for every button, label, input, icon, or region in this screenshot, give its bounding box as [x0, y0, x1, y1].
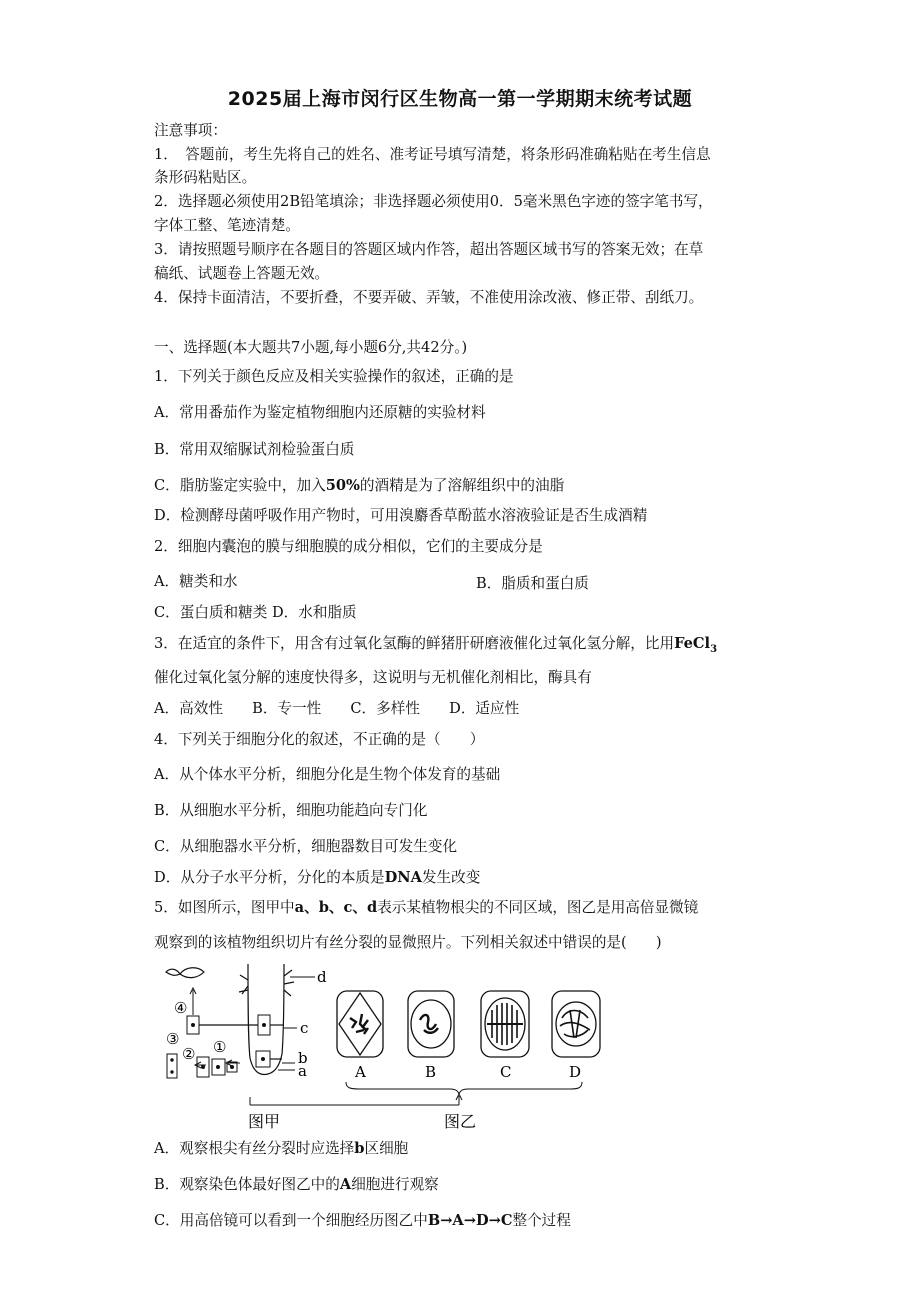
q5-b-text: B．观察染色体最好图乙中的 — [154, 1176, 340, 1193]
q5-option-b — [154, 1175, 439, 1195]
q1-c-text: C．脂肪鉴定实验中，加入 — [154, 477, 326, 494]
region-label: b — [298, 1049, 308, 1067]
mitosis-cells — [337, 991, 600, 1057]
cell-label: C — [500, 1063, 512, 1081]
q3-stem — [154, 634, 717, 660]
step-label: ① — [213, 1038, 227, 1056]
q4-option-c: C．从细胞器水平分析，细胞器数目可发生变化 — [154, 838, 458, 855]
q1-option-c — [154, 476, 564, 496]
notice-line: 条形码粘贴区。 — [154, 169, 257, 186]
q2-option-cd: C．蛋白质和糖类 D．水和脂质 — [154, 604, 357, 621]
notice-heading: 注意事项： — [154, 122, 227, 139]
q4-stem: 4．下列关于细胞分化的叙述，不正确的是（ ） — [154, 731, 485, 748]
q5-stem-bold: a、b、c、d — [294, 899, 378, 916]
q5-b-text-end: 细胞进行观察 — [351, 1176, 439, 1193]
q4-option-a: A．从个体水平分析，细胞分化是生物个体发育的基础 — [154, 766, 501, 783]
step-label: ④ — [174, 999, 188, 1017]
q3-formula: FeCl — [674, 635, 711, 652]
q5-a-text: A．观察根尖有丝分裂时应选择 — [154, 1140, 355, 1157]
notice-line: 3．请按照题号顺序在各题目的答题区域内作答，超出答题区域书写的答案无效；在草 — [154, 241, 704, 258]
q4-d-text: D．从分子水平分析，分化的本质是 — [154, 869, 385, 886]
q5-stem-text: 5．如图所示，图甲中 — [154, 899, 295, 916]
q5-c-text-end: 整个过程 — [512, 1212, 571, 1229]
q5-stem-text-end: 表示某植物根尖的不同区域，图乙是用高倍显微镜 — [377, 899, 699, 916]
q3-stem-line2: 催化过氧化氢分解的速度快得多，这说明与无机催化剂相比，酶具有 — [154, 669, 592, 686]
q1-c-bold: 50% — [325, 477, 360, 494]
page-title: 2025届上海市闵行区生物高一第一学期期末统考试题 — [227, 88, 693, 110]
region-label: d — [317, 968, 327, 986]
q1-option-d: D．检测酵母菌呼吸作用产物时，可用溴麝香草酚蓝水溶液验证是否生成酒精 — [154, 507, 648, 524]
caption-jia: 图甲 — [248, 1112, 281, 1131]
q5-c-bold: B→A→D→C — [427, 1212, 513, 1229]
step-label: ③ — [166, 1030, 180, 1048]
step-label: ② — [182, 1045, 196, 1063]
q2-option-b: B．脂质和蛋白质 — [476, 575, 589, 592]
notice-line: 2．选择题必须使用2B铅笔填涂；非选择题必须使用0．5毫米黑色字迹的签字笔书写， — [154, 193, 713, 210]
q5-figure — [150, 960, 610, 1132]
q5-b-bold: A — [339, 1176, 352, 1193]
root-tip-outline — [199, 964, 294, 1074]
q5-option-a — [154, 1139, 408, 1159]
q3-formula-sub: 3 — [710, 643, 718, 655]
q1-c-text-end: 的酒精是为了溶解组织中的油脂 — [359, 477, 565, 494]
q5-stem — [154, 898, 698, 918]
q1-option-b: B．常用双缩脲试剂检验蛋白质 — [154, 441, 355, 458]
region-label: a — [298, 1062, 307, 1080]
q1-stem: 1．下列关于颜色反应及相关实验操作的叙述，正确的是 — [154, 368, 514, 385]
section-heading: 一、选择题(本大题共7小题,每小题6分,共42分。) — [154, 339, 468, 356]
q5-c-text: C．用高倍镜可以看到一个细胞经历图乙中 — [154, 1212, 428, 1229]
q1-option-a: A．常用番茄作为鉴定植物细胞内还原糖的实验材料 — [154, 404, 486, 421]
cell-label: D — [569, 1063, 582, 1081]
q4-d-text-end: 发生改变 — [421, 869, 481, 886]
arrow-icon — [190, 988, 240, 1068]
cell-label: B — [425, 1063, 437, 1081]
q4-d-bold: DNA — [384, 869, 422, 886]
q5-stem-line2: 观察到的该植物组织切片有丝分裂的显微照片。下列相关叙述中错误的是( ) — [154, 934, 662, 951]
q3-stem-text: 3．在适宜的条件下，用含有过氧化氢酶的鲜猪肝研磨液催化过氧化氢分解，比用 — [154, 635, 675, 652]
q4-option-d — [154, 868, 480, 888]
q2-option-a: A．糖类和水 — [154, 573, 238, 590]
notice-line: 稿纸、试题卷上答题无效。 — [154, 265, 330, 282]
caption-yi: 图乙 — [444, 1112, 477, 1131]
cell-label: A — [355, 1063, 366, 1081]
q3-options: A．高效性 B．专一性 C．多样性 D．适应性 — [154, 700, 520, 717]
q2-stem: 2．细胞内囊泡的膜与细胞膜的成分相似，它们的主要成分是 — [154, 538, 543, 555]
region-label: c — [300, 1019, 309, 1037]
notice-line: 1． 答题前，考生先将自己的姓名、准考证号填写清楚，将条形码准确粘贴在考生信息 — [154, 146, 711, 163]
q5-a-text-end: 区细胞 — [364, 1140, 409, 1157]
brace-connector — [250, 1082, 582, 1105]
leaf-icon — [166, 968, 204, 978]
q4-option-b: B．从细胞水平分析，细胞功能趋向专门化 — [154, 802, 428, 819]
q5-a-bold: b — [354, 1140, 365, 1157]
notice-line: 字体工整、笔迹清楚。 — [154, 217, 300, 234]
q5-option-c — [154, 1211, 571, 1231]
notice-line: 4．保持卡面清洁，不要折叠，不要弄破、弄皱，不准使用涂改液、修正带、刮纸刀。 — [154, 289, 704, 306]
